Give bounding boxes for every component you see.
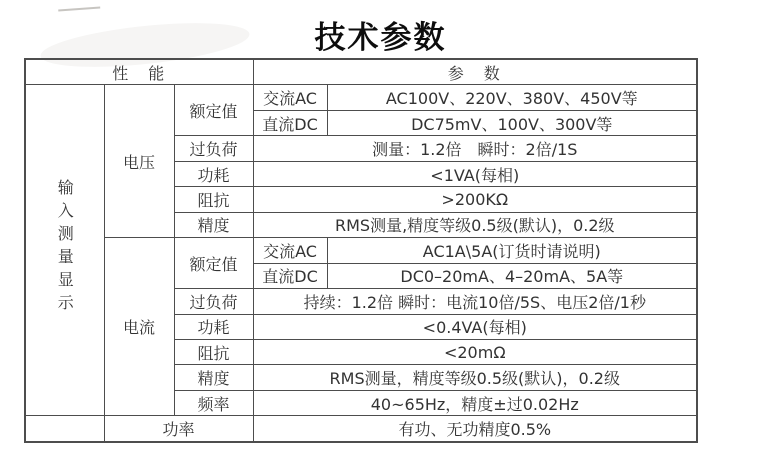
voltage-dc-value: DC75mV、100V、300V等 [327, 110, 697, 135]
current-consumption-value: <0.4VA(每相) [253, 314, 697, 339]
voltage-accuracy-value: RMS测量,精度等级0.5级(默认)，0.2级 [253, 212, 697, 237]
current-ac-value: AC1A\5A(订货时请说明) [327, 238, 697, 263]
spec-table [24, 58, 698, 443]
power-section-label: 功率 [104, 416, 253, 442]
input-measure-display-cell [25, 85, 104, 416]
table-row [25, 85, 697, 110]
input-measure-display-label: 输入测量显示 [55, 179, 75, 318]
voltage-impedance-value: >200KΩ [253, 187, 697, 212]
voltage-impedance-label: 阻抗 [174, 187, 253, 212]
voltage-overload-label: 过负荷 [174, 136, 253, 161]
current-section-label: 电流 [104, 238, 174, 416]
voltage-dc-label: 直流DC [253, 110, 327, 135]
current-impedance-label: 阻抗 [174, 340, 253, 365]
current-consumption-label: 功耗 [174, 314, 253, 339]
voltage-ac-label: 交流AC [253, 85, 327, 110]
current-dc-value: DC0–20mA、4–20mA、5A等 [327, 263, 697, 288]
corner-scribble [58, 0, 101, 11]
header-performance-cell: 性 能 [25, 59, 253, 85]
current-overload-value: 持续：1.2倍 瞬时：电流10倍/5S、电压2倍/1秒 [253, 289, 697, 314]
power-row-empty-cell [25, 416, 104, 442]
voltage-consumption-label: 功耗 [174, 161, 253, 186]
table-row [25, 238, 697, 263]
current-ac-label: 交流AC [253, 238, 327, 263]
voltage-rated-label: 额定值 [174, 85, 253, 136]
current-dc-label: 直流DC [253, 263, 327, 288]
voltage-accuracy-label: 精度 [174, 212, 253, 237]
current-accuracy-label: 精度 [174, 365, 253, 390]
header-parameter-cell: 参 数 [253, 59, 697, 85]
page-title: 技术参数 [314, 20, 447, 56]
voltage-consumption-value: <1VA(每相) [253, 161, 697, 186]
current-rated-label: 额定值 [174, 238, 253, 289]
power-value: 有功、无功精度0.5% [253, 416, 697, 442]
current-overload-label: 过负荷 [174, 289, 253, 314]
current-frequency-value: 40~65Hz，精度±过0.02Hz [253, 390, 697, 415]
voltage-ac-value: AC100V、220V、380V、450V等 [327, 85, 697, 110]
current-impedance-value: <20mΩ [253, 340, 697, 365]
voltage-overload-value: 测量：1.2倍 瞬时：2倍/1S [253, 136, 697, 161]
voltage-section-label: 电压 [104, 85, 174, 238]
current-frequency-label: 频率 [174, 390, 253, 415]
table-row [25, 416, 697, 442]
current-accuracy-value: RMS测量，精度等级0.5级(默认)，0.2级 [253, 365, 697, 390]
table-row [25, 59, 697, 85]
